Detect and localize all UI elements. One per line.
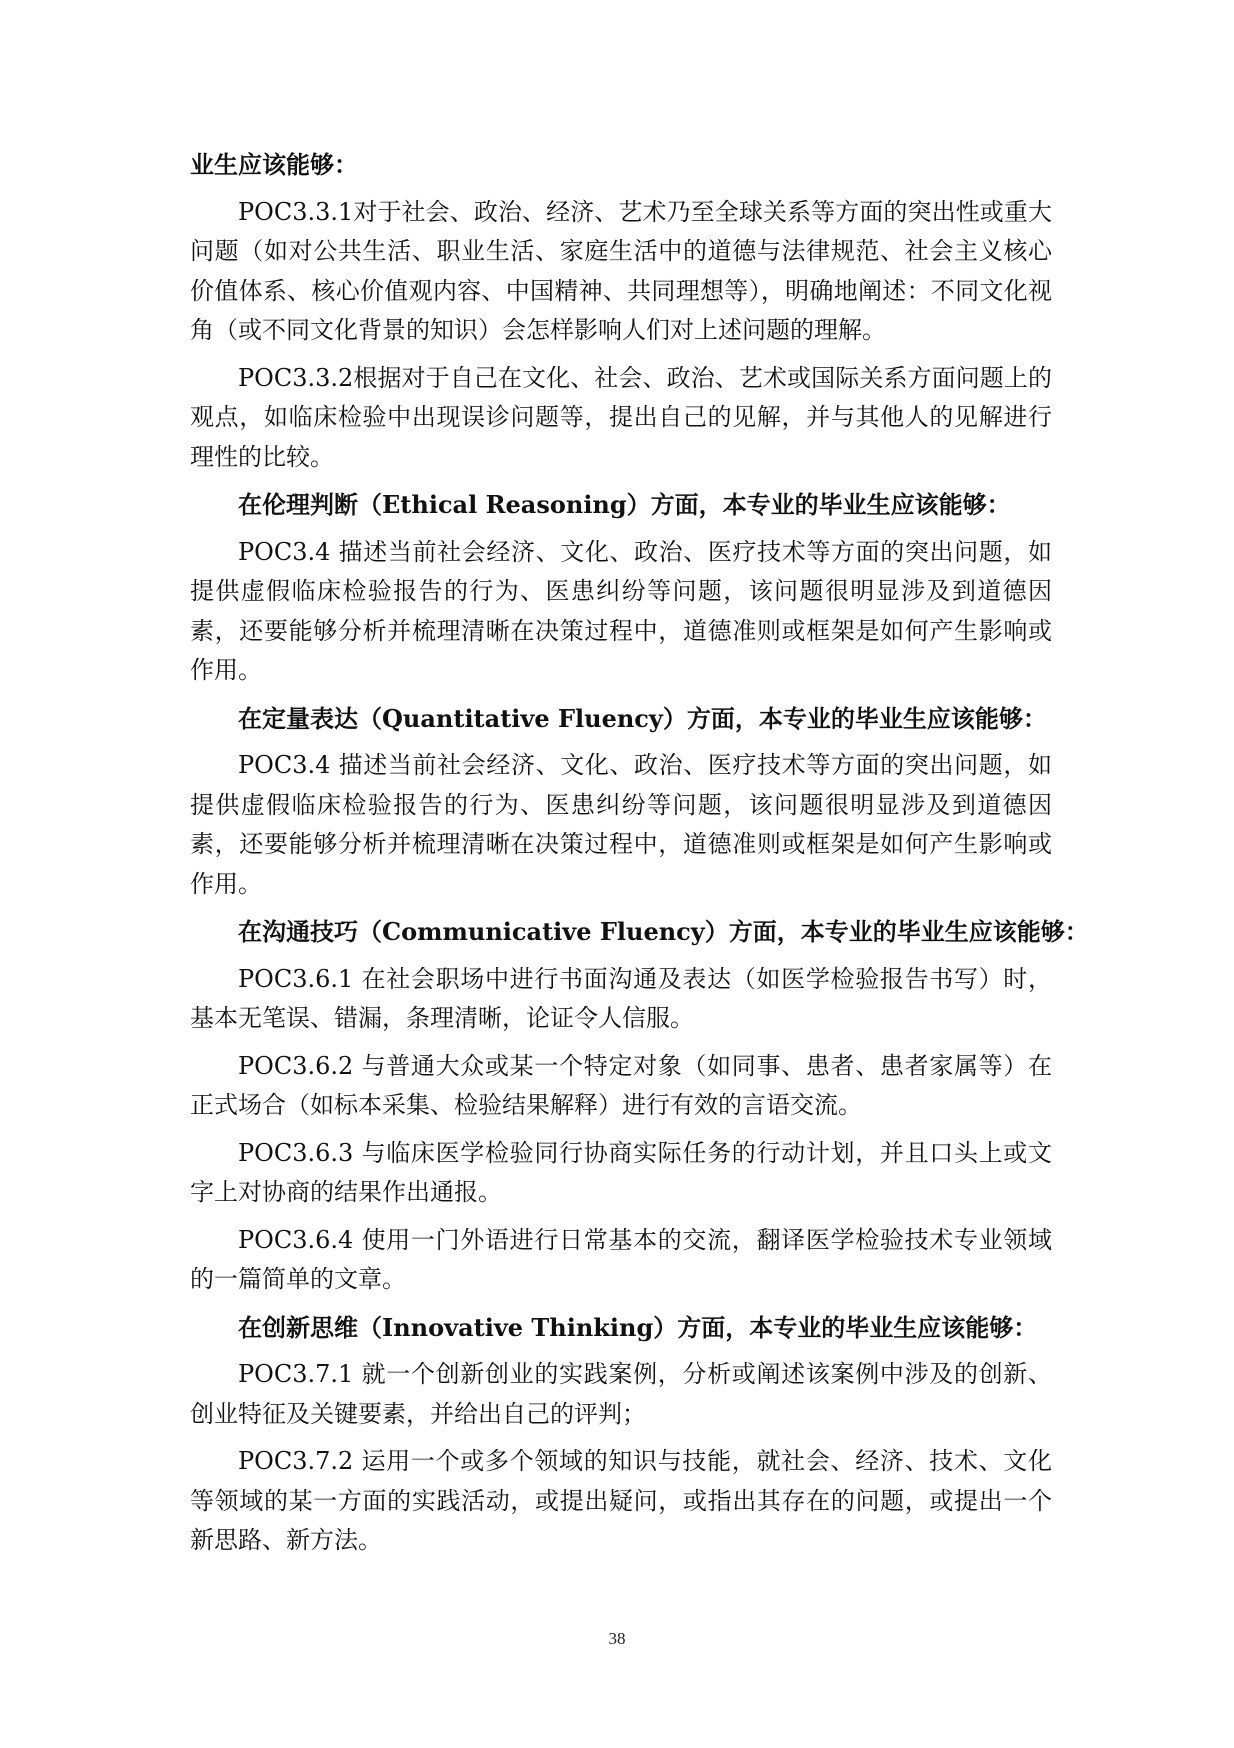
poc-3-7-1-paragraph: POC3.7.1 就一个创新创业的实践案例，分析或阐述该案例中涉及的创新、创业特征及关键要素，并给出自己的评判； — [190, 1360, 1052, 1428]
quantitative-fluency-heading: 在定量表达（Quantitative Fluency）方面，本专业的毕业生应该能够： — [238, 703, 1047, 733]
poc-3-3-1-paragraph: POC3.3.1对于社会、政治、经济、艺术乃至全球关系等方面的突出性或重大问题（如对公共生活、职业生活、家庭生活中的道德与法律规范、社会主义核心价值体系、核心价值观内容、中国精神、共同理想等），明确地阐述：不同文化视角（或不同文化背景的知识）会怎样影响人们对上述问题的理解。 — [190, 197, 1052, 344]
poc-3-3-2-paragraph: POC3.3.2根据对于自己在文化、社会、政治、艺术或国际关系方面问题上的观点，如临床检验中出现误诊问题等，提出自己的见解，并与其他人的见解进行理性的比较。 — [190, 363, 1052, 471]
poc-3-7-2-paragraph: POC3.7.2 运用一个或多个领域的知识与技能，就社会、经济、技术、文化等领域的某一方面的实践活动，或提出疑问，或指出其存在的问题，或提出一个新思路、新方法。 — [190, 1447, 1052, 1554]
communicative-fluency-heading: 在沟通技巧（Communicative Fluency）方面，本专业的毕业生应该能够： — [238, 917, 1089, 946]
page-number: 38 — [608, 1629, 626, 1648]
poc-3-6-1-paragraph: POC3.6.1 在社会职场中进行书面沟通及表达（如医学检验报告书写）时，基本无笔误、错漏，条理清晰，论证令人信服。 — [190, 964, 1052, 1032]
document-body — [190, 145, 1089, 1569]
poc-3-6-4-paragraph: POC3.6.4 使用一门外语进行日常基本的交流，翻译医学检验技术专业领域的一篇简单的文章。 — [190, 1225, 1052, 1293]
poc-3-6-2-paragraph: POC3.6.2 与普通大众或某一个特定对象（如同事、患者、患者家属等）在正式场合（如标本采集、检验结果解释）进行有效的言语交流。 — [190, 1051, 1052, 1119]
poc-3-6-3-paragraph: POC3.6.3 与临床医学检验同行协商实际任务的行动计划，并且口头上或文字上对协商的结果作出通报。 — [190, 1138, 1052, 1206]
poc-3-4-quantitative-paragraph: POC3.4 描述当前社会经济、文化、政治、医疗技术等方面的突出问题，如提供虚假临床检验报告的行为、医患纠纷等问题，该问题很明显涉及到道德因素，还要能够分析并梳理清晰在决策过程中，道德准则或框架是如何产生影响或作用。 — [190, 751, 1052, 898]
poc-3-4-ethical-paragraph: POC3.4 描述当前社会经济、文化、政治、医疗技术等方面的突出问题，如提供虚假临床检验报告的行为、医患纠纷等问题，该问题很明显涉及到道德因素，还要能够分析并梳理清晰在决策过程中，道德准则或框架是如何产生影响或作用。 — [190, 537, 1052, 684]
innovative-thinking-heading: 在创新思维（Innovative Thinking）方面，本专业的毕业生应该能够： — [238, 1312, 1038, 1342]
ethical-reasoning-heading: 在伦理判断（Ethical Reasoning）方面，本专业的毕业生应该能够： — [238, 490, 1011, 519]
intro-heading: 业生应该能够： — [190, 150, 358, 179]
